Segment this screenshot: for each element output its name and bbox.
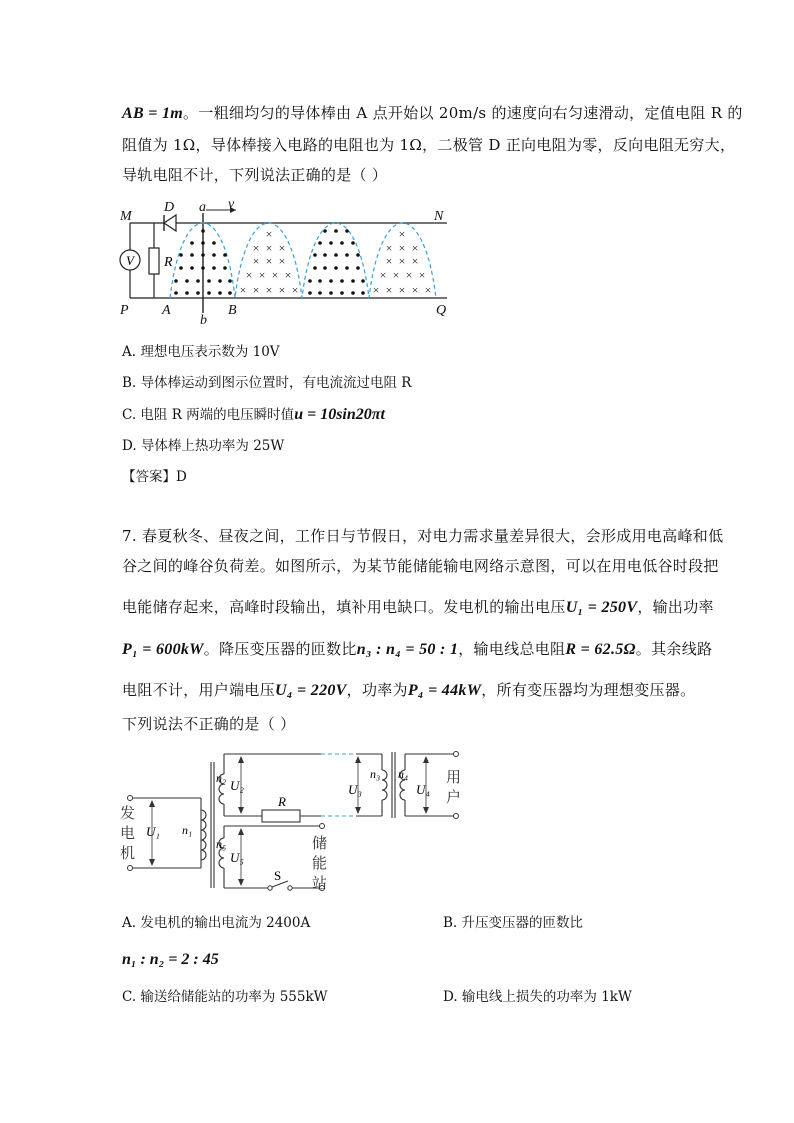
svg-text:×: ×	[411, 241, 419, 255]
svg-text:×: ×	[252, 241, 260, 255]
q7-line5	[122, 680, 695, 701]
svg-text:×: ×	[278, 283, 286, 297]
label-n: N	[434, 209, 444, 224]
resistor-r-line	[262, 810, 300, 822]
gen-char-1: 发	[120, 806, 136, 822]
svg-text:×: ×	[284, 268, 292, 282]
svg-text:×: ×	[379, 268, 387, 282]
svg-text:×: ×	[291, 283, 299, 297]
svg-text:×: ×	[245, 268, 253, 282]
svg-text:×: ×	[252, 254, 260, 268]
label-u3: U₃	[348, 782, 362, 797]
coil-n1	[201, 810, 206, 860]
q7-eq-p4: P₄ = 44kW	[407, 682, 482, 699]
svg-text:×: ×	[418, 268, 426, 282]
field-crosses-4	[373, 227, 432, 297]
q7-line5-tail: ，所有变压器均为理想变压器。	[481, 681, 696, 699]
label-q: Q	[436, 303, 447, 318]
svg-text:×: ×	[411, 254, 419, 268]
svg-text:×: ×	[271, 268, 279, 282]
label-a-point: A	[162, 303, 171, 318]
q6-option-d: D. 导体棒上热功率为 25W	[122, 438, 285, 454]
svg-text:×: ×	[239, 283, 247, 297]
svg-text:×: ×	[411, 283, 419, 297]
svg-text:×: ×	[252, 283, 260, 297]
label-r-line: R	[278, 794, 286, 809]
q7-line1: 7. 春夏秋冬、昼夜之间，工作日与节假日，对电力需求量差异很大，会形成用电高峰和低	[122, 527, 724, 545]
q6-option-a: A. 理想电压表示数为 10V	[122, 344, 280, 360]
station-char-3: 站	[312, 876, 328, 892]
q7-option-b: B. 升压变压器的匝数比	[443, 915, 584, 931]
svg-text:×: ×	[265, 283, 273, 297]
q7-line4-tail: 。其余线路	[635, 640, 713, 658]
station-char-2: 能	[312, 856, 328, 872]
label-b-rod: b	[200, 313, 207, 328]
station-char-1: 储	[312, 836, 328, 852]
svg-text:×: ×	[398, 227, 406, 241]
svg-text:×: ×	[385, 254, 393, 268]
svg-text:×: ×	[398, 241, 406, 255]
user-char-1: 用	[446, 770, 462, 786]
label-u5: U₅	[230, 850, 244, 865]
q6-intro-line3: 导轨电阻不计，下列说法正确的是（ ）	[122, 166, 388, 184]
svg-text:×: ×	[385, 241, 393, 255]
gen-char-2: 电	[120, 826, 136, 842]
q7-line4-text1: 。降压变压器的匝数比	[203, 640, 357, 658]
label-u4: U₄	[416, 782, 430, 797]
svg-text:×: ×	[398, 254, 406, 268]
label-a-rod: a	[199, 200, 206, 215]
q7-option-a: A. 发电机的输出电流为 2400A	[122, 915, 311, 931]
q7-line5-text: 电阻不计，用户端电压	[122, 681, 276, 699]
label-n4: n₄	[398, 767, 409, 781]
q7-option-b-eq	[122, 951, 219, 969]
label-n5: n₅	[216, 837, 227, 851]
diode-d	[164, 215, 176, 231]
q7-eq-u4: U₄ = 220V	[275, 682, 347, 699]
generator-label	[120, 805, 135, 862]
q7-line5-text2: ，功率为	[346, 681, 408, 699]
svg-text:×: ×	[278, 254, 286, 268]
q7-grid-figure	[116, 744, 472, 896]
svg-text:×: ×	[392, 268, 400, 282]
q6-answer: 【答案】D	[122, 469, 187, 485]
label-n1: n₁	[182, 823, 193, 837]
label-u2: U₂	[230, 778, 244, 793]
q6-option-c-eq: u = 10sin20πt	[294, 406, 385, 423]
field-boundary	[170, 223, 436, 298]
resistor-r	[149, 248, 159, 274]
svg-text:×: ×	[385, 283, 393, 297]
q7-option-d: D. 输电线上损失的功率为 1kW	[443, 989, 632, 1005]
q7-eq-n3n4: n₃ : n₄ = 50 : 1	[356, 641, 459, 658]
svg-text:×: ×	[405, 268, 413, 282]
q6-eq-ab: AB = 1m	[122, 105, 184, 122]
q7-line2: 谷之间的峰谷负荷差。如图所示，为某节能储能输电网络示意图，可以在用电低谷时段把	[122, 557, 719, 575]
svg-text:×: ×	[265, 254, 273, 268]
svg-text:×: ×	[398, 283, 406, 297]
q7-line6: 下列说法不正确的是（ ）	[122, 715, 296, 733]
svg-text:×: ×	[424, 283, 432, 297]
label-b-point: B	[228, 303, 237, 318]
svg-text:×: ×	[258, 268, 266, 282]
q7-eq-r: R = 62.5Ω	[565, 641, 636, 658]
user-char-2: 户	[446, 790, 462, 806]
svg-text:×: ×	[265, 241, 273, 255]
coil-n3	[382, 770, 387, 800]
q6-rail-figure	[112, 198, 462, 328]
q7-line3-tail: ，输出功率	[637, 598, 714, 616]
q6-intro-line2: 阻值为 1Ω，导体棒接入电路的电阻也为 1Ω，二极管 D 正向电阻为零，反向电阻无穷大，	[122, 136, 736, 154]
q6-option-c	[122, 406, 385, 424]
svg-text:×: ×	[265, 227, 273, 241]
q7-line3	[122, 597, 714, 618]
q7-line3-text: 电能储存起来，高峰时段输出，填补用电缺口。发电机的输出电压	[122, 598, 566, 616]
gen-char-3: 机	[120, 846, 136, 862]
q6-intro-line1	[122, 103, 743, 124]
q7-option-c: C. 输送给储能站的功率为 555kW	[122, 989, 328, 1005]
svg-text:×: ×	[372, 283, 380, 297]
label-n3: n₃	[370, 767, 381, 781]
q6-option-b: B. 导体棒运动到图示位置时，有电流流过电阻 R	[122, 375, 412, 391]
label-v-meter: V	[126, 253, 134, 268]
q7-option-b-eq-text: n₁ : n₂ = 2 : 45	[122, 951, 219, 968]
label-p: P	[120, 303, 129, 318]
label-u1: U₁	[146, 824, 160, 839]
q7-line4-text2: ，输电线总电阻	[458, 640, 566, 658]
label-s: S	[274, 868, 282, 883]
q6-option-c-text: C. 电阻 R 两端的电压瞬时值	[122, 407, 295, 423]
label-r: R	[164, 255, 173, 270]
label-m: M	[120, 209, 132, 224]
field-crosses-2	[240, 227, 299, 297]
q6-intro-text1: 。一粗细均匀的导体棒由 A 点开始以 20m/s 的速度向右匀速滑动，定值电阻 R 的	[183, 104, 743, 122]
label-d: D	[164, 200, 175, 215]
q7-eq-u1: U₁ = 250V	[565, 599, 638, 616]
q7-eq-p1: P₁ = 600kW	[122, 641, 204, 658]
q7-line4	[122, 639, 712, 660]
label-v-velocity: v	[228, 198, 235, 212]
svg-text:×: ×	[278, 241, 286, 255]
label-n2: n₂	[216, 771, 227, 785]
